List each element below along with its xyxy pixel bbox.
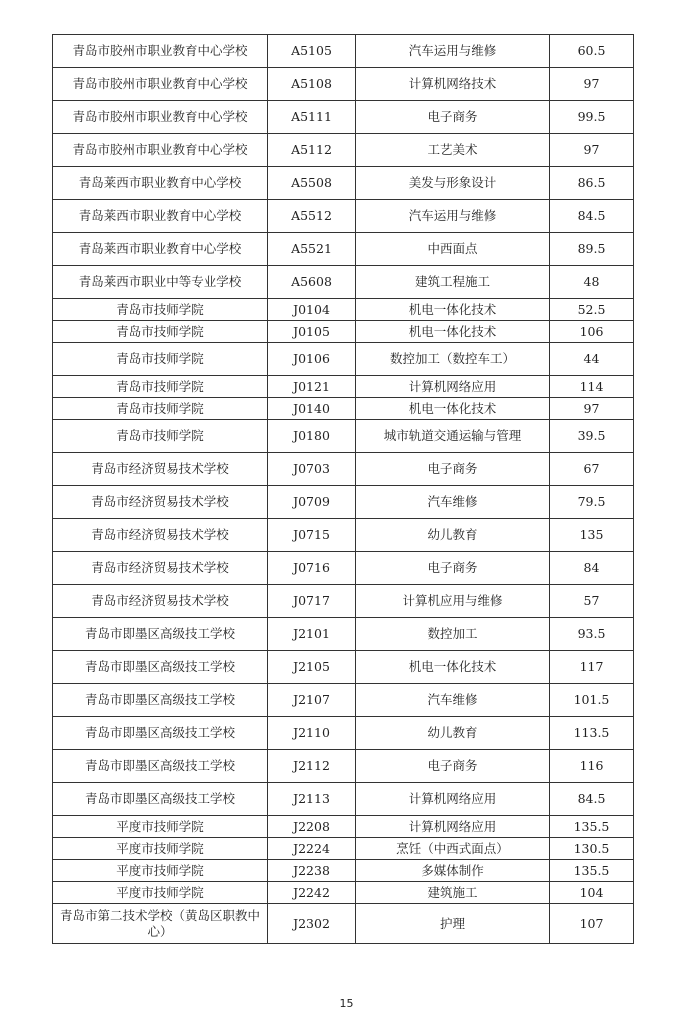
table-row [53,233,634,266]
program-name-cell: 计算机网络技术 [356,68,550,101]
school-name-cell: 青岛市技师学院 [53,343,268,376]
school-name-cell: 平度市技师学院 [53,882,268,904]
school-name-cell: 青岛市技师学院 [53,376,268,398]
table-row [53,838,634,860]
score-cell: 48 [550,266,634,299]
score-cell: 114 [550,376,634,398]
program-code-cell: A5111 [268,101,356,134]
school-name-cell: 青岛莱西市职业教育中心学校 [53,233,268,266]
school-name-cell: 青岛市经济贸易技术学校 [53,552,268,585]
score-cell: 57 [550,585,634,618]
page-number: 15 [339,997,354,1010]
table-row [53,750,634,783]
school-name-cell: 平度市技师学院 [53,860,268,882]
program-code-cell: A5108 [268,68,356,101]
score-cell: 67 [550,453,634,486]
table-row [53,684,634,717]
program-name-cell: 烹饪（中西式面点） [356,838,550,860]
table-row [53,453,634,486]
school-name-cell: 青岛市即墨区高级技工学校 [53,618,268,651]
school-name-cell: 青岛莱西市职业中等专业学校 [53,266,268,299]
score-cell: 104 [550,882,634,904]
program-code-cell: J0180 [268,420,356,453]
score-cell: 60.5 [550,35,634,68]
program-name-cell: 中西面点 [356,233,550,266]
program-name-cell: 美发与形象设计 [356,167,550,200]
school-name-cell: 青岛市经济贸易技术学校 [53,453,268,486]
school-name-cell: 青岛市即墨区高级技工学校 [53,717,268,750]
school-name-cell: 平度市技师学院 [53,838,268,860]
score-cell: 113.5 [550,717,634,750]
program-name-cell: 汽车运用与维修 [356,35,550,68]
program-name-cell: 机电一体化技术 [356,398,550,420]
program-code-cell: J2101 [268,618,356,651]
school-name-cell: 青岛市即墨区高级技工学校 [53,684,268,717]
program-code-cell: J0121 [268,376,356,398]
score-cell: 86.5 [550,167,634,200]
program-code-cell: J2113 [268,783,356,816]
school-name-cell: 青岛莱西市职业教育中心学校 [53,167,268,200]
program-name-cell: 护理 [356,904,550,944]
program-name-cell: 电子商务 [356,552,550,585]
score-cell: 84.5 [550,200,634,233]
table-row [53,167,634,200]
program-code-cell: J0709 [268,486,356,519]
school-name-cell: 青岛市技师学院 [53,420,268,453]
school-name-cell: 青岛市第二技术学校（黄岛区职教中心） [53,904,268,944]
score-cell: 97 [550,68,634,101]
school-name-cell: 青岛市胶州市职业教育中心学校 [53,35,268,68]
school-name-cell: 平度市技师学院 [53,816,268,838]
table-row [53,860,634,882]
score-cell: 39.5 [550,420,634,453]
table-row [53,519,634,552]
score-cell: 135.5 [550,816,634,838]
school-name-cell: 青岛市胶州市职业教育中心学校 [53,101,268,134]
program-code-cell: A5521 [268,233,356,266]
program-name-cell: 幼儿教育 [356,519,550,552]
table-row [53,420,634,453]
school-name-cell: 青岛市即墨区高级技工学校 [53,651,268,684]
program-code-cell: J0105 [268,321,356,343]
score-cell: 89.5 [550,233,634,266]
program-name-cell: 多媒体制作 [356,860,550,882]
school-name-cell: 青岛市技师学院 [53,321,268,343]
admission-table [52,34,634,944]
program-name-cell: 电子商务 [356,101,550,134]
program-name-cell: 计算机网络应用 [356,816,550,838]
program-code-cell: J2208 [268,816,356,838]
program-name-cell: 建筑施工 [356,882,550,904]
table-row [53,266,634,299]
program-name-cell: 幼儿教育 [356,717,550,750]
program-name-cell: 机电一体化技术 [356,651,550,684]
score-cell: 93.5 [550,618,634,651]
table-row [53,35,634,68]
table-row [53,101,634,134]
program-name-cell: 汽车维修 [356,684,550,717]
score-cell: 116 [550,750,634,783]
school-name-cell: 青岛市胶州市职业教育中心学校 [53,68,268,101]
score-cell: 135 [550,519,634,552]
program-code-cell: J0716 [268,552,356,585]
table-row [53,398,634,420]
program-code-cell: J0717 [268,585,356,618]
score-cell: 84.5 [550,783,634,816]
table-row [53,618,634,651]
program-name-cell: 机电一体化技术 [356,299,550,321]
score-cell: 84 [550,552,634,585]
table-row [53,904,634,944]
score-cell: 52.5 [550,299,634,321]
program-code-cell: A5512 [268,200,356,233]
program-name-cell: 建筑工程施工 [356,266,550,299]
school-name-cell: 青岛市胶州市职业教育中心学校 [53,134,268,167]
program-name-cell: 工艺美术 [356,134,550,167]
table-row [53,552,634,585]
table-body [53,35,634,944]
table-row [53,376,634,398]
program-code-cell: J2242 [268,882,356,904]
table-row [53,585,634,618]
score-cell: 99.5 [550,101,634,134]
program-code-cell: J2238 [268,860,356,882]
program-code-cell: J2112 [268,750,356,783]
table-row [53,68,634,101]
program-code-cell: J0703 [268,453,356,486]
table-row [53,200,634,233]
program-name-cell: 汽车运用与维修 [356,200,550,233]
score-cell: 135.5 [550,860,634,882]
score-cell: 107 [550,904,634,944]
program-code-cell: J2107 [268,684,356,717]
school-name-cell: 青岛市技师学院 [53,398,268,420]
table-row [53,134,634,167]
program-name-cell: 数控加工（数控车工） [356,343,550,376]
score-cell: 97 [550,398,634,420]
program-code-cell: J0140 [268,398,356,420]
program-code-cell: J2224 [268,838,356,860]
program-name-cell: 电子商务 [356,453,550,486]
table-row [53,343,634,376]
program-code-cell: A5608 [268,266,356,299]
school-name-cell: 青岛市即墨区高级技工学校 [53,750,268,783]
program-code-cell: J2105 [268,651,356,684]
score-cell: 79.5 [550,486,634,519]
table-row [53,651,634,684]
program-code-cell: J2302 [268,904,356,944]
program-name-cell: 电子商务 [356,750,550,783]
program-code-cell: A5105 [268,35,356,68]
school-name-cell: 青岛市即墨区高级技工学校 [53,783,268,816]
score-cell: 101.5 [550,684,634,717]
table-row [53,816,634,838]
program-name-cell: 计算机网络应用 [356,376,550,398]
score-cell: 97 [550,134,634,167]
table-row [53,882,634,904]
score-cell: 130.5 [550,838,634,860]
program-name-cell: 汽车维修 [356,486,550,519]
program-code-cell: J0106 [268,343,356,376]
program-code-cell: J0715 [268,519,356,552]
program-code-cell: A5112 [268,134,356,167]
table-row [53,783,634,816]
score-cell: 44 [550,343,634,376]
school-name-cell: 青岛市经济贸易技术学校 [53,585,268,618]
table-row [53,486,634,519]
program-name-cell: 数控加工 [356,618,550,651]
score-cell: 106 [550,321,634,343]
program-name-cell: 计算机应用与维修 [356,585,550,618]
program-name-cell: 机电一体化技术 [356,321,550,343]
school-name-cell: 青岛市经济贸易技术学校 [53,519,268,552]
table-row [53,299,634,321]
program-code-cell: J0104 [268,299,356,321]
school-name-cell: 青岛市经济贸易技术学校 [53,486,268,519]
program-code-cell: J2110 [268,717,356,750]
school-name-cell: 青岛市技师学院 [53,299,268,321]
school-name-cell: 青岛莱西市职业教育中心学校 [53,200,268,233]
table-row [53,321,634,343]
score-cell: 117 [550,651,634,684]
table-row [53,717,634,750]
program-name-cell: 城市轨道交通运输与管理 [356,420,550,453]
program-code-cell: A5508 [268,167,356,200]
program-name-cell: 计算机网络应用 [356,783,550,816]
